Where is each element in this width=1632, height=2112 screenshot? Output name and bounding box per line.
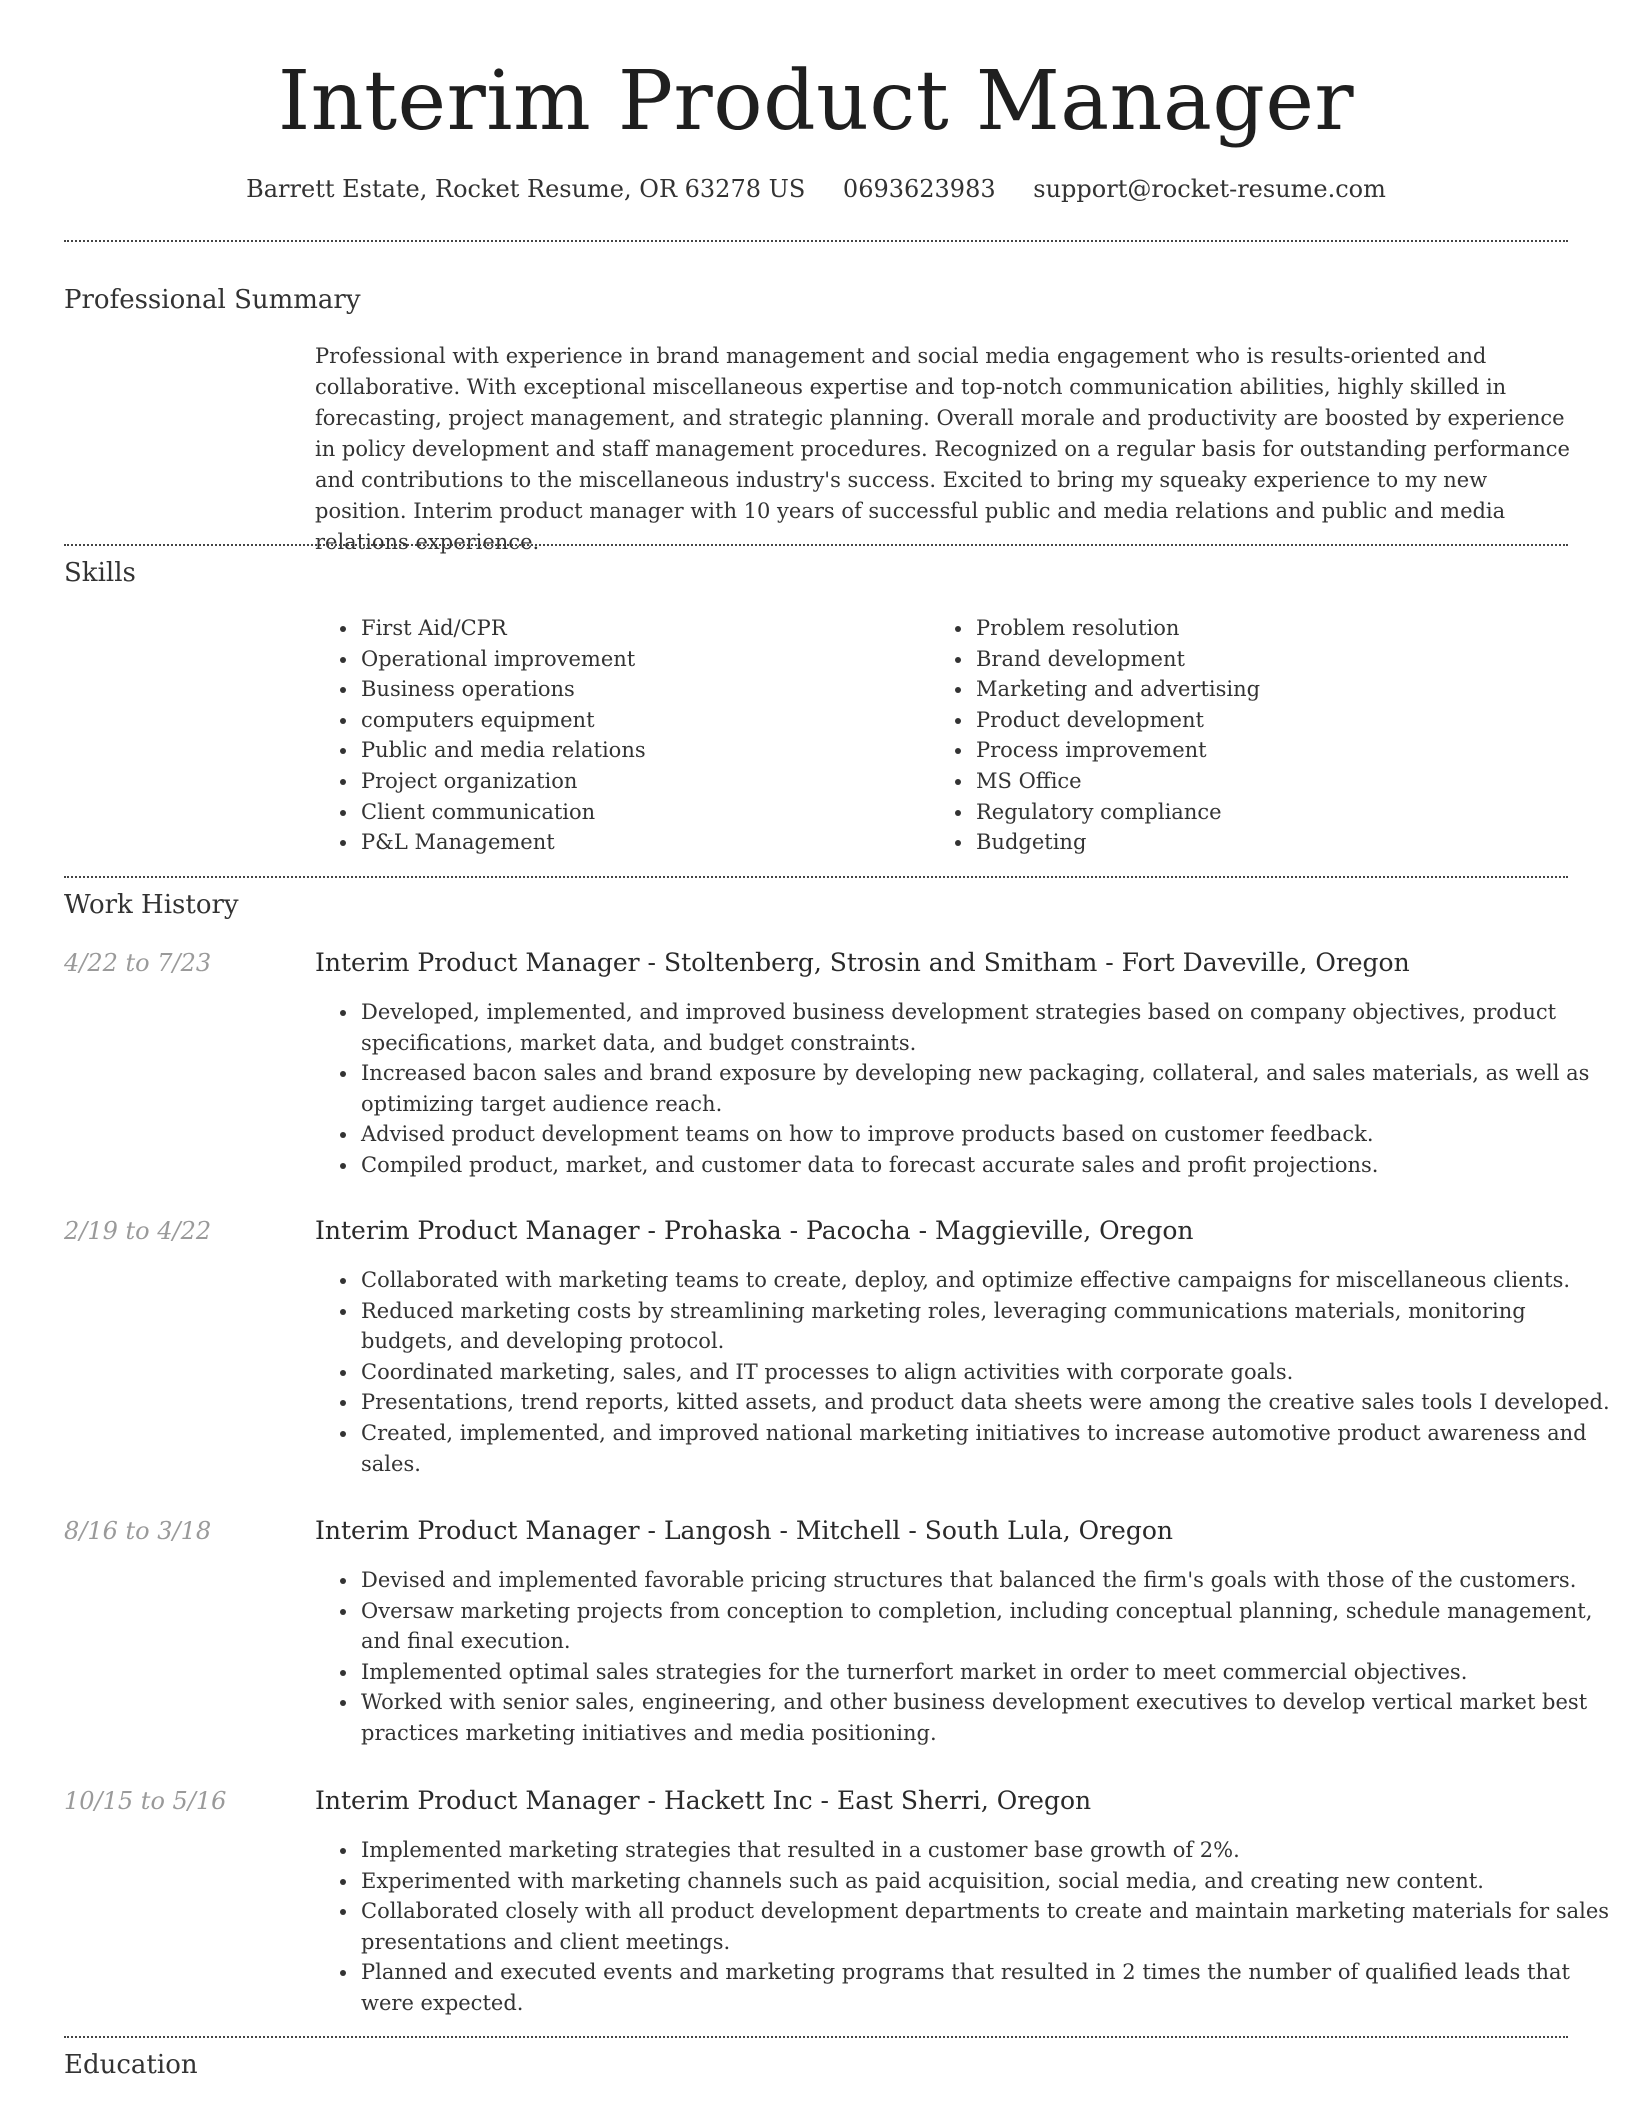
skill-item: • Process improvement	[974, 735, 1574, 766]
skill-item: • Regulatory compliance	[974, 797, 1574, 828]
job-title: Interim Product Manager - Prohaska - Pacocha - Maggieville, Oregon	[315, 1216, 1194, 1245]
job-bullet: • Worked with senior sales, engineering, and other business development executives to develop vertical market best practices marketing initiatives and media positioning.	[359, 1687, 1621, 1748]
contact-line	[0, 172, 1632, 206]
skills-divider	[64, 876, 1568, 878]
skills-list-right	[930, 613, 1574, 858]
job-bullet: • Reduced marketing costs by streamlining marketing roles, leveraging communications materials, monitoring budgets, and developing protocol.	[359, 1296, 1621, 1357]
contact-email[interactable]: support@rocket-resume.com	[1033, 175, 1386, 203]
work-divider	[64, 2036, 1568, 2038]
job-bullet: • Compiled product, market, and customer data to forecast accurate sales and profit projections.	[359, 1150, 1621, 1181]
job-bullet: • Implemented marketing strategies that resulted in a customer base growth of 2%.	[359, 1835, 1621, 1866]
header-divider	[64, 240, 1568, 242]
job-bullets	[315, 1835, 1621, 2019]
skill-item: • Business operations	[359, 674, 919, 705]
job-bullet: • Coordinated marketing, sales, and IT processes to align activities with corporate goals.	[359, 1357, 1621, 1388]
skill-item: • Project organization	[359, 766, 919, 797]
education-heading: Education	[64, 2050, 198, 2080]
skill-item: • Marketing and advertising	[974, 674, 1574, 705]
page-title: Interim Product Manager	[277, 54, 1355, 149]
job-dates: 8/16 to 3/18	[64, 1517, 212, 1545]
job-title: Interim Product Manager - Stoltenberg, Strosin and Smitham - Fort Daveville, Oregon	[315, 948, 1410, 977]
contact-phone: 0693623983	[842, 175, 996, 203]
job-bullet: • Implemented optimal sales strategies for the turnerfort market in order to meet commercial objectives.	[359, 1657, 1621, 1688]
summary-divider	[64, 544, 1568, 546]
job-bullet: • Collaborated closely with all product development departments to create and maintain marketing materials for sales presentations and client meetings.	[359, 1896, 1621, 1957]
job-bullet: • Planned and executed events and marketing programs that resulted in 2 times the number of qualified leads that were expected.	[359, 1957, 1621, 2018]
job-bullets	[315, 1565, 1621, 1749]
job-title: Interim Product Manager - Langosh - Mitchell - South Lula, Oregon	[315, 1516, 1174, 1545]
job-dates: 4/22 to 7/23	[64, 949, 212, 977]
summary-text: Professional with experience in brand management and social media engagement who is results-oriented and collaborative. With exceptional miscellaneous expertise and top-notch communication abilities, highly skilled in forecasting, project management, and strategic planning. Overall morale and productivity are boosted by experience in policy development and staff management procedures. Recognized on a regular basis for outstanding performance and contributions to the miscellaneous industry's success. Excited to bring my squeaky experience to my new position. Interim product manager with 10 years of successful public and media relations and public and media relations experience.	[315, 344, 1570, 554]
job-bullet: • Developed, implemented, and improved business development strategies based on company objectives, product specifications, market data, and budget constraints.	[359, 997, 1621, 1058]
skill-item: • Public and media relations	[359, 735, 919, 766]
skill-item: • MS Office	[974, 766, 1574, 797]
skill-item: • Product development	[974, 705, 1574, 736]
job-bullets	[315, 1265, 1621, 1479]
job-bullet: • Presentations, trend reports, kitted assets, and product data sheets were among the creative sales tools I developed.	[359, 1387, 1621, 1418]
skills-list-left	[315, 613, 919, 858]
skill-item: • Problem resolution	[974, 613, 1574, 644]
skill-item: • First Aid/CPR	[359, 613, 919, 644]
skill-item: • computers equipment	[359, 705, 919, 736]
job-dates: 2/19 to 4/22	[64, 1217, 212, 1245]
summary-heading: Professional Summary	[64, 285, 361, 315]
work-heading: Work History	[64, 890, 239, 920]
contact-address: Barrett Estate, Rocket Resume, OR 63278 US	[246, 175, 806, 203]
skill-item: • Client communication	[359, 797, 919, 828]
job-bullets	[315, 997, 1621, 1181]
job-bullet: • Collaborated with marketing teams to create, deploy, and optimize effective campaigns for miscellaneous clients.	[359, 1265, 1621, 1296]
job-bullet: • Advised product development teams on how to improve products based on customer feedback.	[359, 1119, 1621, 1150]
skill-item: • P&L Management	[359, 827, 919, 858]
job-bullet: • Experimented with marketing channels such as paid acquisition, social media, and creating new content.	[359, 1866, 1621, 1897]
skill-item: • Budgeting	[974, 827, 1574, 858]
skills-heading: Skills	[64, 558, 136, 588]
skill-item: • Brand development	[974, 644, 1574, 675]
job-bullet: • Oversaw marketing projects from conception to completion, including conceptual planning, schedule management, and final execution.	[359, 1596, 1621, 1657]
job-bullet: • Increased bacon sales and brand exposure by developing new packaging, collateral, and sales materials, as well as optimizing target audience reach.	[359, 1058, 1621, 1119]
job-bullet: • Created, implemented, and improved national marketing initiatives to increase automotive product awareness and sales.	[359, 1418, 1621, 1479]
job-bullet: • Devised and implemented favorable pricing structures that balanced the firm's goals with those of the customers.	[359, 1565, 1621, 1596]
job-dates: 10/15 to 5/16	[64, 1787, 227, 1815]
skill-item: • Operational improvement	[359, 644, 919, 675]
job-title: Interim Product Manager - Hackett Inc - East Sherri, Oregon	[315, 1786, 1092, 1815]
